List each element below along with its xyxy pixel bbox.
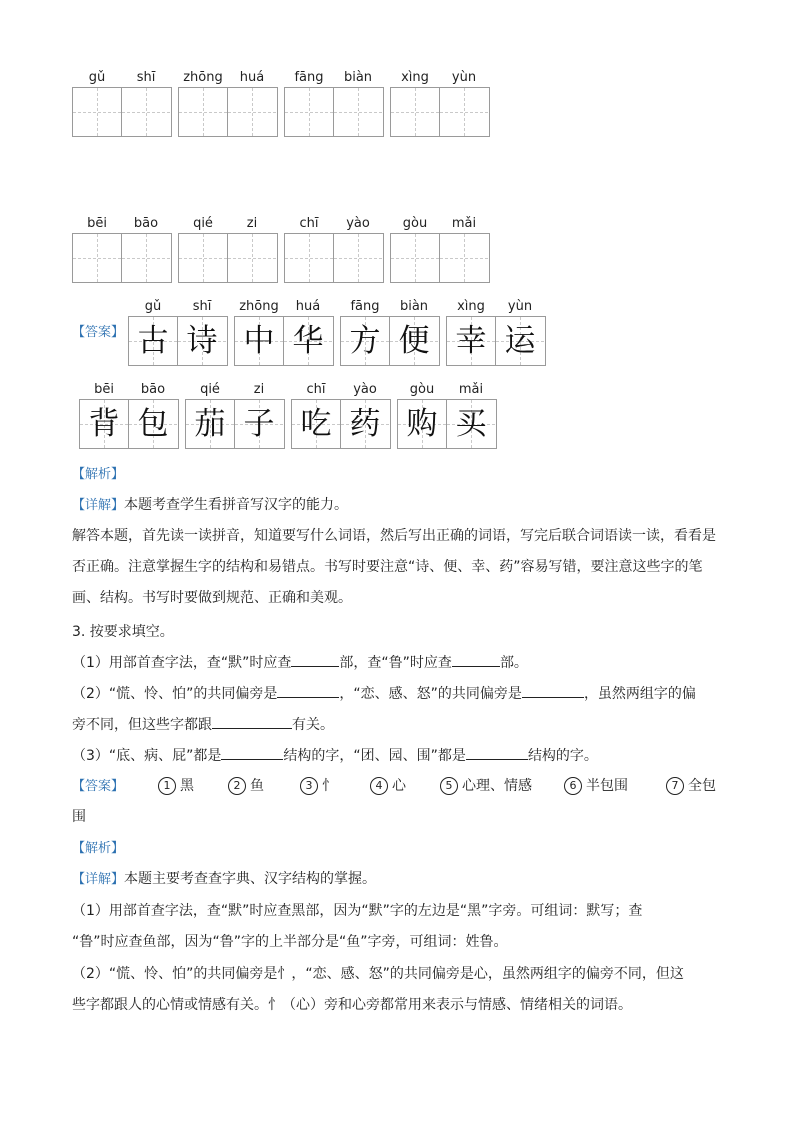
tian-cell <box>496 317 544 365</box>
tian-cell <box>285 88 334 136</box>
tian-cell <box>334 234 382 282</box>
pinyin: yùn <box>451 70 477 85</box>
answer-char: 背 <box>88 406 120 442</box>
answer-pinyin-row-1 <box>0 299 794 315</box>
tian-cell <box>129 317 178 365</box>
answer-char: 茄 <box>194 406 226 442</box>
tian-cell <box>235 317 284 365</box>
answer-box <box>446 316 546 366</box>
pinyin: fāng <box>294 70 324 85</box>
answer-number: 5 <box>440 777 458 795</box>
question-line <box>72 714 334 734</box>
question-text: （1）用部首查字法，查“默”时应查 <box>72 655 292 671</box>
pinyin: bāo <box>133 216 159 231</box>
answer-box <box>291 399 391 449</box>
answer-pinyin-row-2 <box>0 382 794 398</box>
pinyin: bēi <box>94 382 114 397</box>
answer-item <box>370 775 406 795</box>
answer-box <box>234 316 334 366</box>
answer-item <box>666 775 716 795</box>
blank <box>277 683 339 698</box>
pinyin: chī <box>306 382 326 397</box>
tian-cell <box>179 88 228 136</box>
question-text: （2）“慌、怜、怕”的共同偏旁是 <box>72 686 278 702</box>
answer-box <box>397 399 497 449</box>
question-text: ，“恋、感、怒”的共同偏旁是 <box>339 686 522 702</box>
writing-box <box>284 87 384 137</box>
pinyin: gòu <box>402 216 428 231</box>
answer-char: 吃 <box>300 406 332 442</box>
blank <box>221 745 283 760</box>
detail-text: 本题考查学生看拼音写汉字的能力。 <box>124 497 349 513</box>
answer-text: 黑 <box>180 778 194 794</box>
pinyin: gòu <box>409 382 435 397</box>
pinyin: shī <box>192 299 212 314</box>
blank <box>466 745 528 760</box>
exercise-pinyin-row-1 <box>0 70 794 86</box>
pinyin: huá <box>295 299 321 314</box>
pinyin: zhōng <box>239 299 279 314</box>
pinyin: gǔ <box>144 299 162 314</box>
answer-char: 购 <box>406 406 438 442</box>
blank <box>452 652 500 667</box>
tian-cell <box>235 400 283 448</box>
pinyin: yào <box>353 382 377 397</box>
answer-char: 运 <box>504 323 536 359</box>
answer-wrap: 围 <box>72 809 86 825</box>
pinyin: fāng <box>350 299 380 314</box>
writing-box <box>284 233 384 283</box>
detail-line: （2）“慌、怜、怕”的共同偏旁是忄，“恋、感、怒”的共同偏旁是心，虽然两组字的偏旁不同，但这 <box>72 966 684 982</box>
answer-text: 心理、情感 <box>462 778 532 794</box>
pinyin: huá <box>239 70 265 85</box>
answer-text: 半包围 <box>586 778 628 794</box>
tian-cell <box>440 88 488 136</box>
tian-cell <box>129 400 177 448</box>
answer-text: 心 <box>392 778 406 794</box>
exercise-pinyin-row-2 <box>0 216 794 232</box>
pinyin: biàn <box>343 70 373 85</box>
tian-cell <box>285 234 334 282</box>
tian-cell <box>341 317 390 365</box>
tian-cell <box>447 317 496 365</box>
pinyin: bēi <box>87 216 107 231</box>
writing-box <box>390 233 490 283</box>
answer-number: 2 <box>228 777 246 795</box>
detail-label: 【详解】 <box>72 872 125 887</box>
detail-line <box>72 494 348 514</box>
question-text: 结构的字，“团、园、围”都是 <box>283 748 466 764</box>
detail-line: 否正确。注意掌握生字的结构和易错点。书写时要注意“诗、便、幸、药”容易写错，要注意这些字的笔 <box>72 559 703 575</box>
answer-char: 子 <box>243 406 275 442</box>
detail-label: 【详解】 <box>72 498 125 513</box>
pinyin: qié <box>200 382 220 397</box>
question-line <box>72 652 528 672</box>
answer-text: 忄 <box>322 778 336 794</box>
tian-cell <box>73 234 122 282</box>
writing-box <box>72 87 172 137</box>
pinyin: bāo <box>140 382 166 397</box>
answer-box <box>185 399 285 449</box>
pinyin: qié <box>193 216 213 231</box>
writing-box <box>72 233 172 283</box>
detail-line: “鲁”时应查鱼部，因为“鲁”字的上半部分是“鱼”字旁，可组词：姓鲁。 <box>72 934 508 950</box>
answer-number: 4 <box>370 777 388 795</box>
question-text: （3）“底、病、屁”都是 <box>72 748 222 764</box>
tian-cell <box>440 234 488 282</box>
answer-char: 华 <box>292 323 324 359</box>
answer-char: 方 <box>349 323 381 359</box>
detail-line <box>72 868 376 888</box>
tian-cell <box>284 317 332 365</box>
answer-number: 6 <box>564 777 582 795</box>
writing-box <box>390 87 490 137</box>
answer-char: 买 <box>455 406 487 442</box>
question-text: 结构的字。 <box>527 748 598 764</box>
writing-box <box>178 233 278 283</box>
answer-char: 幸 <box>455 323 487 359</box>
question-title: 3. 按要求填空。 <box>72 624 174 640</box>
pinyin: mǎi <box>451 216 477 231</box>
answer-item <box>300 775 336 795</box>
tian-cell <box>179 234 228 282</box>
answer-number: 1 <box>158 777 176 795</box>
pinyin: xìng <box>457 299 485 314</box>
pinyin: biàn <box>399 299 429 314</box>
answer-item <box>440 775 532 795</box>
answer-number: 7 <box>666 777 684 795</box>
tian-cell <box>292 400 341 448</box>
tian-cell <box>122 234 170 282</box>
question-text: 旁不同，但这些字都跟 <box>72 717 212 733</box>
answer-label: 【答案】 <box>72 779 125 794</box>
blank <box>522 683 584 698</box>
blank <box>212 714 292 729</box>
analysis-label: 【解析】 <box>72 841 125 856</box>
answer-item <box>158 775 194 795</box>
pinyin: chī <box>299 216 319 231</box>
answer-item <box>564 775 628 795</box>
answer-item <box>228 775 264 795</box>
question-line <box>72 745 598 765</box>
answer-char: 包 <box>137 406 169 442</box>
tian-cell <box>122 88 170 136</box>
detail-line: 画、结构。书写时要做到规范、正确和美观。 <box>72 590 352 606</box>
answer-text: 鱼 <box>250 778 264 794</box>
tian-cell <box>391 234 440 282</box>
tian-cell <box>447 400 495 448</box>
tian-cell <box>390 317 438 365</box>
tian-cell <box>398 400 447 448</box>
question-text: ，虽然两组字的偏 <box>583 686 696 702</box>
tian-cell <box>73 88 122 136</box>
tian-cell <box>341 400 389 448</box>
pinyin: zi <box>253 382 265 397</box>
answer-char: 诗 <box>186 323 218 359</box>
answer-char: 药 <box>349 406 381 442</box>
question-text: 部。 <box>499 655 528 671</box>
question-line <box>72 683 696 703</box>
tian-cell <box>228 234 276 282</box>
question-text: 部，查“鲁”时应查 <box>339 655 452 671</box>
tian-cell <box>391 88 440 136</box>
tian-cell <box>80 400 129 448</box>
pinyin: yào <box>346 216 370 231</box>
tian-cell <box>228 88 276 136</box>
answer-box <box>128 316 228 366</box>
pinyin: yùn <box>507 299 533 314</box>
pinyin: xìng <box>401 70 429 85</box>
tian-cell <box>334 88 382 136</box>
tian-cell <box>186 400 235 448</box>
answer-char: 古 <box>137 323 169 359</box>
question-text: 有关。 <box>292 717 334 733</box>
pinyin: shī <box>136 70 156 85</box>
pinyin: mǎi <box>458 382 484 397</box>
detail-text: 本题主要考查查字典、汉字结构的掌握。 <box>124 871 377 887</box>
answer-label: 【答案】 <box>72 325 125 340</box>
detail-line: 解答本题，首先读一读拼音，知道要写什么词语，然后写出正确的词语，写完后联合词语读一读，看看是 <box>72 528 716 544</box>
answer-number: 3 <box>300 777 318 795</box>
answer-char: 便 <box>398 323 430 359</box>
tian-cell <box>178 317 226 365</box>
pinyin: zhōng <box>183 70 223 85</box>
answer-char: 中 <box>243 323 275 359</box>
answer-box <box>340 316 440 366</box>
detail-line: （1）用部首查字法，查“默”时应查黑部，因为“默”字的左边是“黑”字旁。可组词：默写；查 <box>72 903 643 919</box>
pinyin: gǔ <box>88 70 106 85</box>
answer-text: 全包 <box>688 778 716 794</box>
writing-box <box>178 87 278 137</box>
pinyin: zi <box>246 216 258 231</box>
answer-box <box>79 399 179 449</box>
detail-line: 些字都跟人的心情或情感有关。忄（心）旁和心旁都常用来表示与情感、情绪相关的词语。 <box>72 997 632 1013</box>
blank <box>291 652 339 667</box>
analysis-label: 【解析】 <box>72 467 125 482</box>
